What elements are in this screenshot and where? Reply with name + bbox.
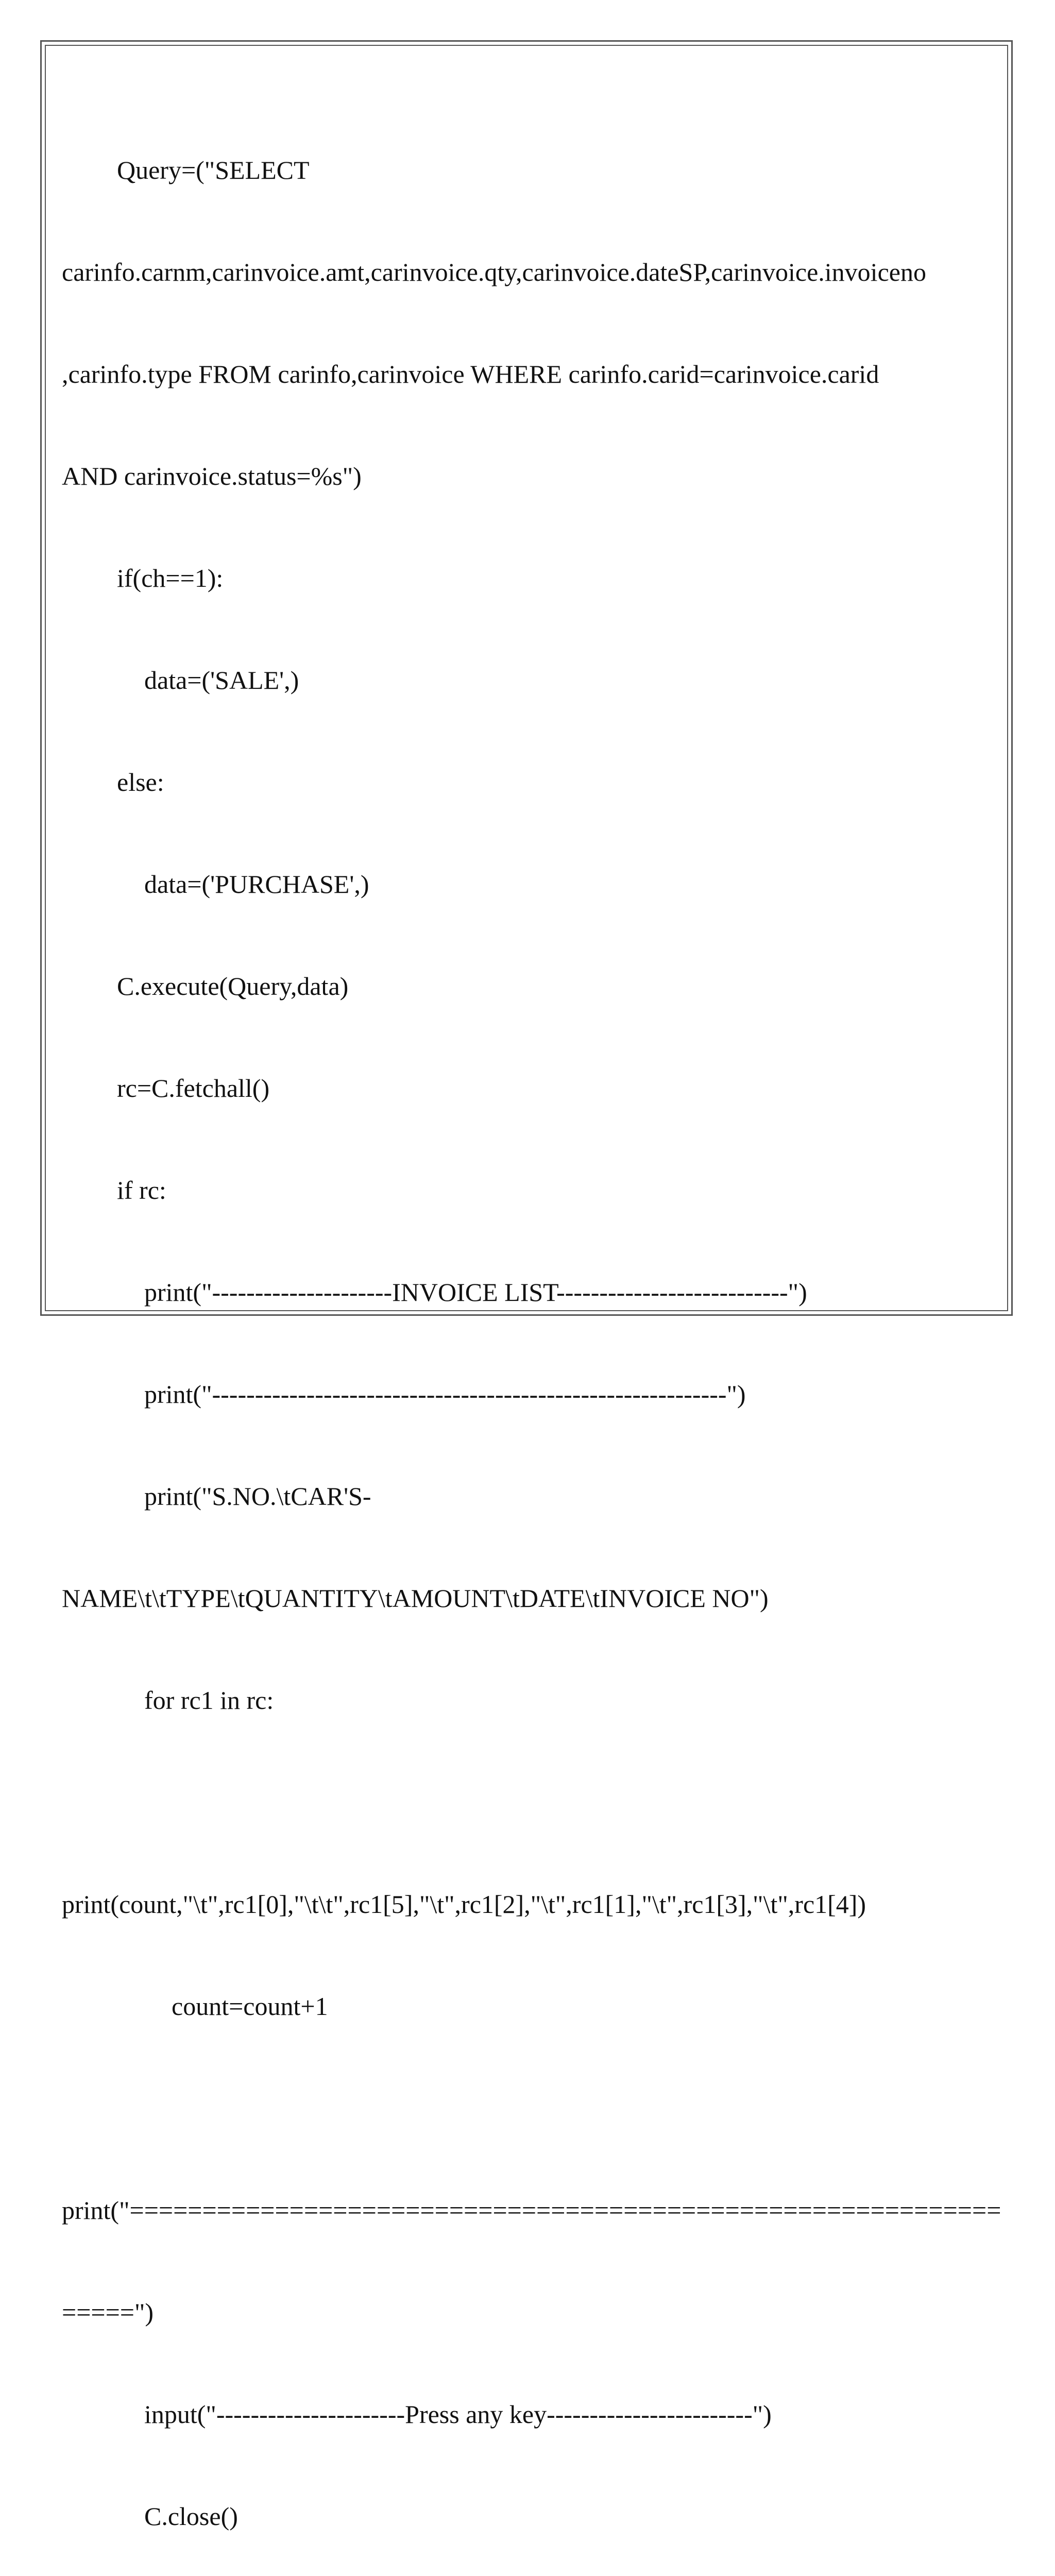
code-line: AND carinvoice.status=%s") xyxy=(62,462,362,490)
code-line: Query=("SELECT xyxy=(117,156,310,184)
code-line: carinfo.carnm,carinvoice.amt,carinvoice.qty,carinvoice.dateSP,carinvoice.invoiceno xyxy=(62,258,926,286)
blank-line xyxy=(62,2091,1005,2125)
code-line: if rc: xyxy=(117,1176,166,1205)
code-line: ,carinfo.type FROM carinfo,carinvoice WHERE carinfo.carid=carinvoice.carid xyxy=(62,360,879,388)
code-line: rc=C.fetchall() xyxy=(117,1074,270,1103)
code-line: C.execute(Query,data) xyxy=(117,972,349,1001)
code-line: print("------------------------------------------------------------") xyxy=(144,1380,746,1409)
code-line: input("----------------------Press any key------------------------") xyxy=(144,2400,772,2429)
code-line: count=count+1 xyxy=(172,1992,328,2021)
code-line: else: xyxy=(117,768,164,796)
code-line: print("S.NO.\tCAR'S- xyxy=(144,1482,371,1511)
code-line: for rc1 in rc: xyxy=(144,1686,274,1715)
code-line: print("============================================================ xyxy=(62,2196,1001,2225)
code-line: if(ch==1): xyxy=(117,564,224,592)
code-line: print("---------------------INVOICE LIST---------------------------") xyxy=(144,1278,807,1307)
code-line: data=('PURCHASE',) xyxy=(144,870,369,899)
code-line: NAME\t\tTYPE\tQUANTITY\tAMOUNT\tDATE\tINVOICE NO") xyxy=(62,1584,769,1613)
code-line: print(count,"\t",rc1[0],"\t\t",rc1[5],"\t",rc1[2],"\t",rc1[1],"\t",rc1[3],"\t",rc1[4]) xyxy=(62,1890,866,1919)
code-line: C.close() xyxy=(144,2502,238,2531)
code-listing xyxy=(62,85,1005,2576)
blank-line xyxy=(62,1785,1005,1819)
code-line: =====") xyxy=(62,2298,154,2327)
code-line: data=('SALE',) xyxy=(144,666,299,694)
